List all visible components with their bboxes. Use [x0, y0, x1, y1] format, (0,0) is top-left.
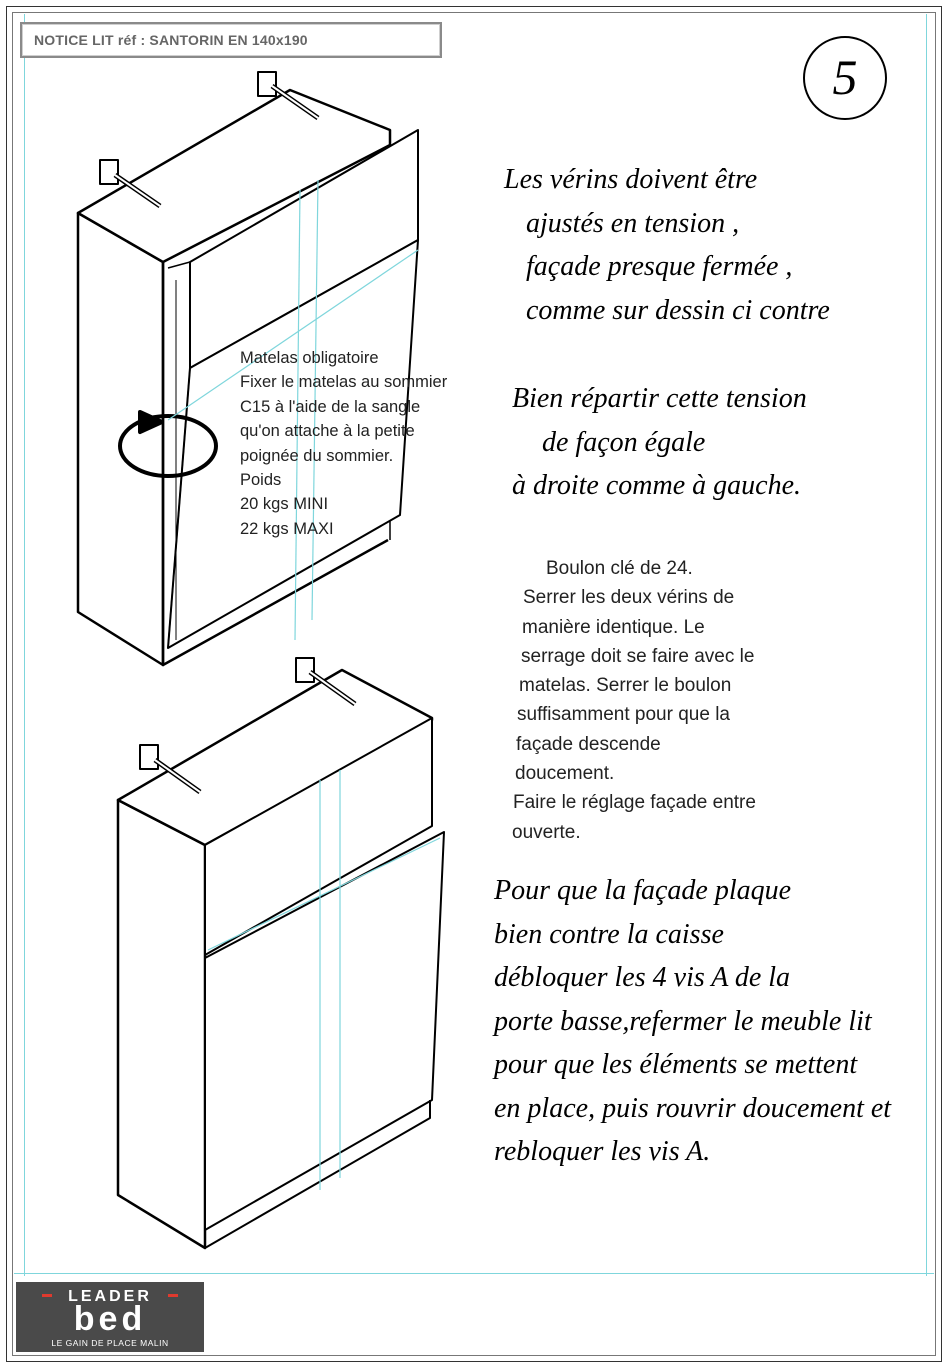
mattress-note — [240, 346, 447, 541]
tension-line: comme sur dessin ci contre — [526, 294, 830, 326]
logo-brand-top: LEADER — [68, 1288, 152, 1305]
tension-line: façade presque fermée , — [526, 251, 793, 282]
facade-instructions — [494, 869, 891, 1174]
mattress-note-line: Fixer le matelas au sommier — [240, 373, 448, 392]
mattress-note-line: qu'on attache à la petite — [240, 422, 415, 441]
page-number: 5 — [832, 49, 858, 105]
facade-line: bien contre la caisse — [494, 918, 724, 950]
bolt-line: manière identique. Le — [522, 616, 705, 638]
mattress-note-line: 20 kgs MINI — [240, 495, 329, 514]
bolt-line: façade descende — [516, 733, 661, 755]
tension-line: ajustés en tension , — [526, 207, 740, 239]
bolt-line: suffisamment pour que la — [517, 704, 730, 726]
bolt-line: ouverte. — [512, 821, 581, 843]
bolt-instructions — [512, 554, 756, 847]
bolt-line: doucement. — [515, 763, 615, 785]
tension-instructions — [504, 158, 830, 332]
distribution-line: Bien répartir cette tension — [512, 383, 807, 414]
distribution-line: à droite comme à gauche. — [512, 470, 801, 501]
bolt-line: serrage doit se faire avec le — [521, 645, 755, 667]
facade-line: porte basse,refermer le meuble lit — [494, 1005, 872, 1037]
bolt-line: Serrer les deux vérins de — [523, 587, 735, 609]
facade-line: rebloquer les vis A. — [494, 1136, 711, 1167]
mattress-note-line: poignée du sommier. — [240, 446, 394, 465]
mattress-note-line: Matelas obligatoire — [240, 349, 379, 367]
bolt-line: Faire le réglage façade entre — [513, 792, 756, 814]
leader-bed-logo — [16, 1282, 204, 1352]
facade-line: débloquer les 4 vis A de la — [494, 962, 791, 993]
distribution-line: de façon égale — [542, 426, 706, 458]
cabinet-bottom-illustration — [118, 670, 444, 1248]
mattress-note-line: 22 kgs MAXI — [240, 519, 334, 538]
tension-line: Les vérins doivent être — [504, 164, 758, 195]
bolt-line: Boulon clé de 24. — [546, 558, 693, 579]
logo-brand-main: bed — [73, 1300, 147, 1338]
mattress-note-line: Poids — [240, 471, 282, 490]
facade-line: Pour que la façade plaque — [494, 875, 792, 906]
mattress-note-line: C15 à l'aide de la sangle — [240, 397, 421, 416]
distribution-instructions — [512, 377, 807, 508]
facade-line: pour que les éléments se mettent — [494, 1049, 858, 1080]
reference-text: NOTICE LIT réf : SANTORIN EN 140x190 — [34, 32, 308, 48]
bolt-line: matelas. Serrer le boulon — [519, 675, 732, 697]
facade-line: en place, puis rouvrir doucement et — [494, 1092, 892, 1124]
logo-tagline: LE GAIN DE PLACE MALIN — [51, 1338, 169, 1348]
